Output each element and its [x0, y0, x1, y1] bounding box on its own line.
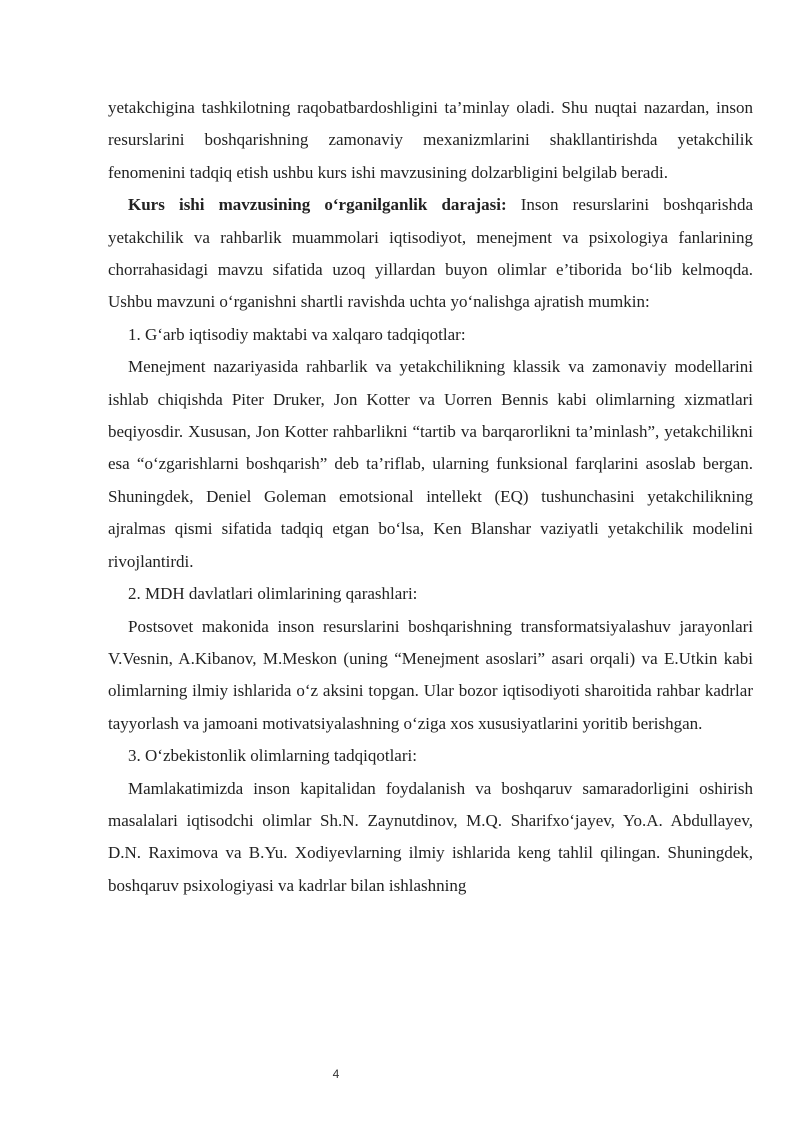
section-heading-study-level: Kurs ishi mavzusining o‘rganilganlik darajasi:: [128, 195, 507, 215]
paragraph-uzbek-scholars: Mamlakatimizda inson kapitalidan foydalanish va boshqaruv samaradorligini oshirish masalalari iqtisodchi olimlar Sh.N. Zaynutdinov, M.Q. Sharifxo‘jayev, Yo.A. Abdullayev, D.N. Raximova va B.Yu. Xodiyevlarning ilmiy ishlarida keng tahlil qilingan. Shuningdek, boshqaruv psixologiyasi va kadrlar bilan ishlashning: [108, 778, 753, 895]
paragraph-western-school: Menejment nazariyasida rahbarlik va yetakchilikning klassik va zamonaviy modellarini ishlab chiqishda Piter Druker, Jon Kotter va Uorren Bennis kabi olimlarning xizmatlari beqiyosdir. Xususan, Jon Kotter rahbarlikni “tartib va barqarorlikni ta’minlash”, yetakchilikni esa “o‘zgarishlarni boshqarish” deb ta’riflab, ularning funksional farqlarini asoslab bergan. Shuningdek, Deniel Goleman emotsional intellekt (EQ) tushunchasini yetakchilikning ajralmas qismi sifatida tadqiq etgan bo‘lsa, Ken Blanshar vaziyatli yetakchilik modelini rivojlantirdi.: [108, 357, 753, 571]
paragraph-intro-continuation: yetakchigina tashkilotning raqobatbardoshligini ta’minlay oladi. Shu nuqtai nazardan, inson resurslarini boshqarishning zamonaviy mexanizmlarini shakllantirishda yetakchilik fenomenini tadqiq etish ushbu kurs ishi mavzusining dolzarbligini belgilab beradi.: [108, 98, 753, 182]
document-body: [108, 92, 753, 902]
list-heading-cis-scholars: 2. MDH davlatlari olimlarining qarashlari:: [128, 584, 418, 604]
page-number: 4: [332, 1067, 340, 1081]
list-heading-western-school: 1. G‘arb iqtisodiy maktabi va xalqaro tadqiqotlar:: [128, 324, 466, 344]
paragraph-study-level: [108, 189, 753, 319]
paragraph-study-level-text: Inson resurslarini boshqarishda yetakchilik va rahbarlik muammolari iqtisodiyot, menejment va psixologiya fanlarining chorrahasidagi mavzu sifatida uzoq yillardan buyon olimlar e’tiborida bo‘lib kelmoqda. Ushbu mavzuni o‘rganishni shartli ravishda uchta yo‘nalishga ajratish mumkin:: [108, 195, 753, 312]
paragraph-cis-scholars: Postsovet makonida inson resurslarini boshqarishning transformatsiyalashuv jarayonlari V.Vesnin, A.Kibanov, M.Meskon (uning “Menejment asoslari” asari orqali) va E.Utkin kabi olimlarning ilmiy ishlarida o‘z aksini topgan. Ular bozor iqtisodiyoti sharoitida rahbar kadrlar tayyorlash va jamoani motivatsiyalashning o‘ziga xos xususiyatlarini yoritib berishgan.: [108, 616, 753, 733]
list-heading-uzbek-scholars: 3. O‘zbekistonlik olimlarning tadqiqotlari:: [128, 746, 417, 766]
